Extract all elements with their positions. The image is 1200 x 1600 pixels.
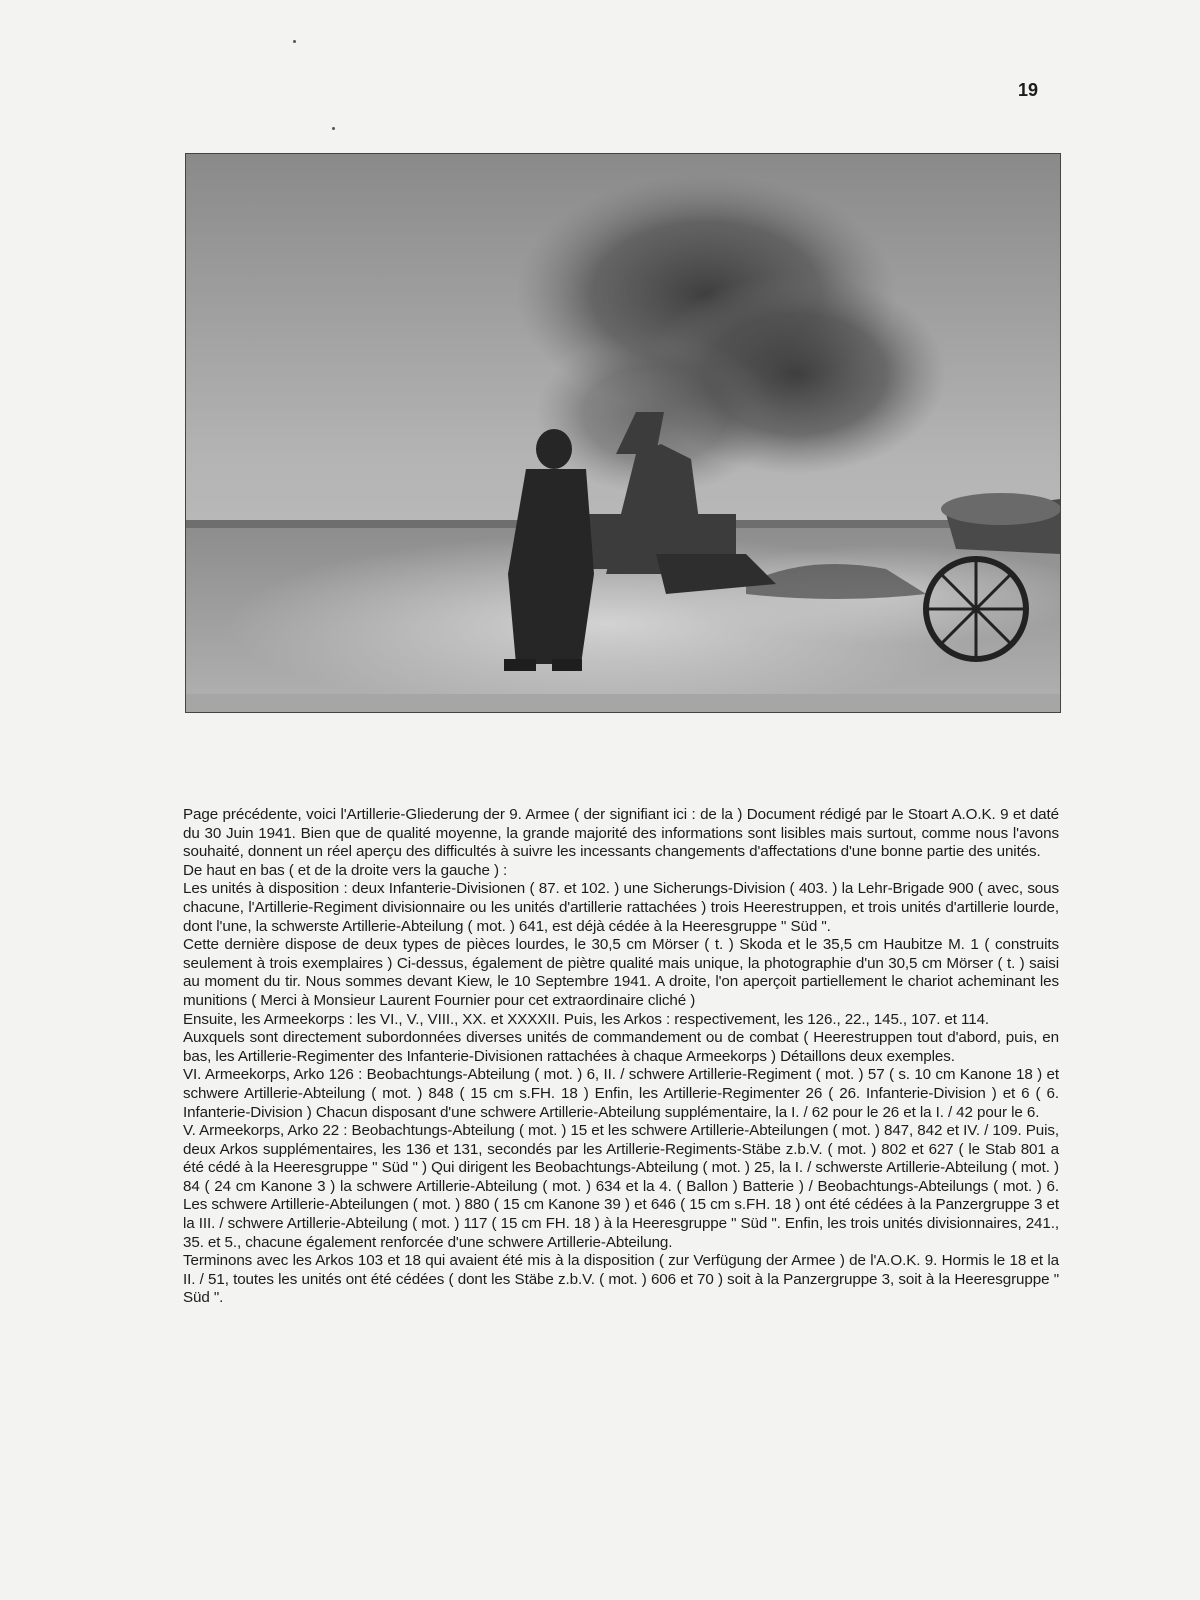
paragraph: V. Armeekorps, Arko 22 : Beobachtungs-Abteilung ( mot. ) 15 et les schwere Artillerie-Abteilungen ( mot. ) 847, 842 et IV. / 109. Puis, deux Arkos supplémentaires, les 136 et 131, secondés par les Artillerie-Regiments-Stäbe z.b.V. ( mot. ) 802 et 627 ( le Stab 801 a été cédé à la Heeresgruppe " Süd " ) Qui dirigent les Beobachtungs-Abteilung ( mot. ) 25, la I. / schwerste Artillerie-Abteilung ( mot. ) 84 ( 24 cm Kanone 3 ) la schwere Artillerie-Abteilung ( mot. ) 634 et la 4. ( Ballon ) Batterie ) / Beobachtungs-Abteilungs ( mot. ) 6. Les schwere Artillerie-Abteilungen ( mot. ) 880 ( 15 cm Kanone 39 ) et 646 ( 15 cm s.FH. 18 ) ont été cédées à la Panzergruppe 3 et la III. / schwere Artillerie-Abteilung ( mot. ) 117 ( 15 cm FH. 18 ) à la Heeresgruppe " Süd ". Enfin, les trois unités divisionnaires, 241., 35. et 5., chacune également renforcée d'une schwere Artillerie-Abteilung.	[183, 1122, 1059, 1251]
body-text	[183, 806, 1059, 1308]
dust-speck	[293, 40, 296, 43]
dust-speck	[332, 127, 335, 130]
paragraph: Page précédente, voici l'Artillerie-Gliederung der 9. Armee ( der signifiant ici : de la ) Document rédigé par le Stoart A.O.K. 9 et daté du 30 Juin 1941. Bien que de qualité moyenne, la grande majorité des informations sont lisibles mais surtout, comme nous l'avons souhaité, donnent un réel aperçu des difficultés à suivre les incessants changements d'affectations d'une bonne partie des unités.	[183, 806, 1059, 861]
paragraph: Ensuite, les Armeekorps : les VI., V., VIII., XX. et XXXXII. Puis, les Arkos : respectivement, les 126., 22., 145., 107. et 114.	[183, 1010, 990, 1028]
photo-mortar-firing	[185, 153, 1061, 713]
paragraph: Terminons avec les Arkos 103 et 18 qui avaient été mis à la disposition ( zur Verfügung der Armee ) de l'A.O.K. 9. Hormis le 18 et la II. / 51, toutes les unités ont été cédées ( dont les Stäbe z.b.V. ( mot. ) 606 et 70 ) soit à la Panzergruppe 3, soit à la Heeresgruppe " Süd ".	[183, 1252, 1059, 1307]
paragraph: VI. Armeekorps, Arko 126 : Beobachtungs-Abteilung ( mot. ) 6, II. / schwere Artillerie-Regiment ( mot. ) 57 ( s. 10 cm Kanone 18 ) et schwere Artillerie-Abteilung ( mot. ) 848 ( 15 cm s.FH. 18 ) Enfin, les Artillerie-Regimenter 26 ( 26. Infanterie-Division ) et 6 ( 6. Infanterie-Division ) Chacun disposant d'une schwere Artillerie-Abteilung supplémentaire, la I. / 62 pour le 26 et la I. / 42 pour le 6.	[183, 1066, 1059, 1121]
paragraph: Cette dernière dispose de deux types de pièces lourdes, le 30,5 cm Mörser ( t. ) Skoda et le 35,5 cm Haubitze M. 1 ( construits seulement à trois exemplaires ) Ci-dessus, également de piètre qualité mais unique, la photographie d'un 30,5 cm Mörser ( t. ) saisi au moment du tir. Nous sommes devant Kiew, le 10 Septembre 1941. A droite, l'on aperçoit partiellement le chariot acheminant les munitions ( Merci à Monsieur Laurent Fournier pour cet extraordinaire cliché )	[183, 936, 1059, 1009]
paragraph: De haut en bas ( et de la droite vers la gauche ) :	[183, 861, 508, 879]
paragraph: Auxquels sont directement subordonnées diverses unités de commandement ou de combat ( Heerestruppen tout d'abord, puis, en bas, les Artillerie-Regimenter des Infanterie-Divisionen rattachées à chaque Armeekorps ) Détaillons deux exemples.	[183, 1029, 1059, 1065]
paragraph: Les unités à disposition : deux Infanterie-Divisionen ( 87. et 102. ) une Sicherungs-Division ( 403. ) la Lehr-Brigade 900 ( avec, sous chacune, l'Artillerie-Regiment divisionnaire ou les unités d'artillerie rattachées ) trois Heerestruppen, et trois unités d'artillerie lourde, dont l'une, la schwerste Artillerie-Abteilung ( mot. ) 641, est déjà cédée à la Heeresgruppe " Süd ".	[183, 880, 1059, 935]
page-number: 19	[1018, 80, 1039, 100]
